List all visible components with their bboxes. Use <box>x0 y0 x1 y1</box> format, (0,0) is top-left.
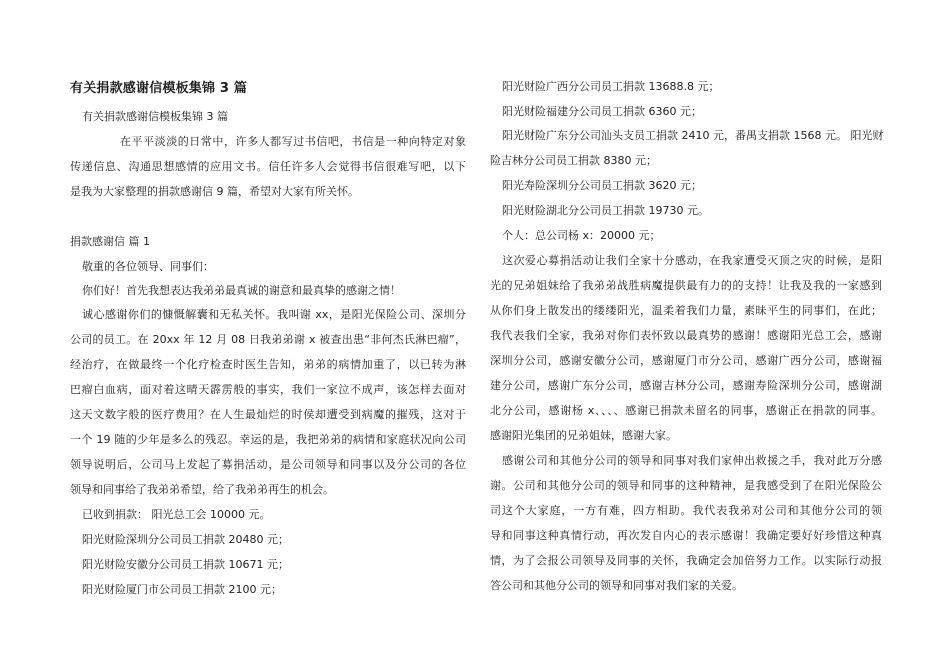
text-line: 建分公司，感谢广东分公司，感谢吉林分公司，感谢寿险深圳分公司，感谢湖 <box>490 379 882 392</box>
text-line: 公司的员工。在 20xx 年 12 月 08 日我弟弟谢 x 被查出患“非何杰氏淋巴瘤”， <box>70 333 466 346</box>
text-line: 个人：总公司杨 x：20000 元； <box>502 229 661 242</box>
text-line: 导和同事这种真情行动，再次发自内心的表示感谢！我确定要好好珍惜这种真 <box>490 529 882 542</box>
text-line: 阳光财险湖北分公司员工捐款 19730 元。 <box>502 204 709 217</box>
text-line: 答公司和其他分公司的领导和同事对我们家的关爱。 <box>490 579 743 592</box>
text-line: 捐款感谢信 篇 1 <box>70 235 150 248</box>
text-line: 诚心感谢你们的慷慨解囊和无私关怀。我叫谢 xx，是阳光保险公司、深圳分 <box>82 308 466 321</box>
text-line: 一个 19 随的少年是多么的残忍。幸运的是，我把弟弟的病情和家庭状况向公司 <box>70 433 466 446</box>
text-line: 这次爱心募捐活动让我们全家十分感动，在我家遭受灭顶之灾的时候，是阳 <box>502 254 882 267</box>
text-line: 阳光寿险深圳分公司员工捐款 3620 元； <box>502 179 702 192</box>
text-line: 领导说明后，公司马上发起了募捐活动，是公司领导和同事以及分公司的各位 <box>70 458 466 471</box>
text-line: 我代表我们全家，我弟对你们表怀致以最真势的感谢！感谢阳光总工会，感谢 <box>490 329 882 342</box>
text-line: 感谢公司和其他分公司的领导和同事对我们家伸出救援之手，我对此万分感 <box>502 454 882 467</box>
text-line: 敬重的各位领导、同事们： <box>82 260 214 273</box>
text-line: 在平平淡淡的日常中，许多人都写过书信吧，书信是一种向特定对象 <box>120 135 466 148</box>
text-line: 是我为大家整理的捐款感谢信 9 篇，希望对大家有所关怀。 <box>70 185 359 198</box>
text-line: 经治疗，在做最终一个化疗检查时医生告知，弟弟的病情加重了，以已转为淋 <box>70 358 466 371</box>
text-line: 阳光财险广东分公司汕头支员工捐款 2410 元，番禺支捐款 1568 元。 阳光财 <box>502 129 884 142</box>
text-line: 已收到捐款： 阳光总工会 10000 元。 <box>82 508 271 521</box>
text-line: 感谢阳光集团的兄弟姐妹，感谢大家。 <box>490 429 677 442</box>
text-line: 阳光财险广西分公司员工捐款 13688.8 元； <box>502 80 720 93</box>
text-line: 阳光财险安徽分公司员工捐款 10671 元； <box>82 558 289 571</box>
text-line: 司这个大家庭，一方有难，四方相助。我代表我弟对公司和其他分公司的领 <box>490 504 882 517</box>
text-line: 有关捐款感谢信模板集锦 3 篇 <box>82 110 228 123</box>
text-line: 险吉林分公司员工捐款 8380 元； <box>490 154 657 167</box>
text-line: 你们好！首先我想表达我弟弟最真诚的谢意和最真挚的感谢之情！ <box>82 284 401 297</box>
text-line: 阳光财险厦门市公司员工捐款 2100 元； <box>82 583 282 596</box>
text-line: 从你们身上散发出的缕缕阳光，温柔着我们力量，素昧平生的同事们，在此； <box>490 304 882 317</box>
text-line: 传递信息、沟通思想感情的应用文书。信任许多人会觉得书信很难写吧，以下 <box>70 160 466 173</box>
text-line: 北分公司，感谢杨 x、、、、感谢已捐款未留名的同事，感谢正在捐款的同事。 <box>490 404 882 417</box>
text-line: 阳光财险深圳分公司员工捐款 20480 元； <box>82 533 289 546</box>
text-line: 谢。公司和其他分公司的领导和同事的这种精神，是我感受到了在阳光保险公 <box>490 479 882 492</box>
text-line: 这天文数字般的医疗费用？在人生最灿烂的时侯却遭受到病魔的摧残，这对于 <box>70 408 466 421</box>
text-line: 巴瘤白血病，面对着这晴天霹雳般的事实，我们一家泣不成声，该怎样去面对 <box>70 383 466 396</box>
document-title: 有关捐款感谢信模板集锦 3 篇 <box>70 81 248 96</box>
text-line: 光的兄弟姐妹给了我弟弟战胜病魔提供最有力的的支持！让我及我的一家感到 <box>490 279 882 292</box>
text-line: 领导和同事给了我弟弟希望，给了我弟弟再生的机会。 <box>70 483 334 496</box>
text-line: 深圳分公司，感谢安徽分公司，感谢厦门市分公司，感谢广西分公司，感谢福 <box>490 354 882 367</box>
text-line: 阳光财险福建分公司员工捐款 6360 元； <box>502 105 702 118</box>
text-line: 情，为了会报公司领导及同事的关怀，我确定会加倍努力工作。以实际行动报 <box>490 554 882 567</box>
